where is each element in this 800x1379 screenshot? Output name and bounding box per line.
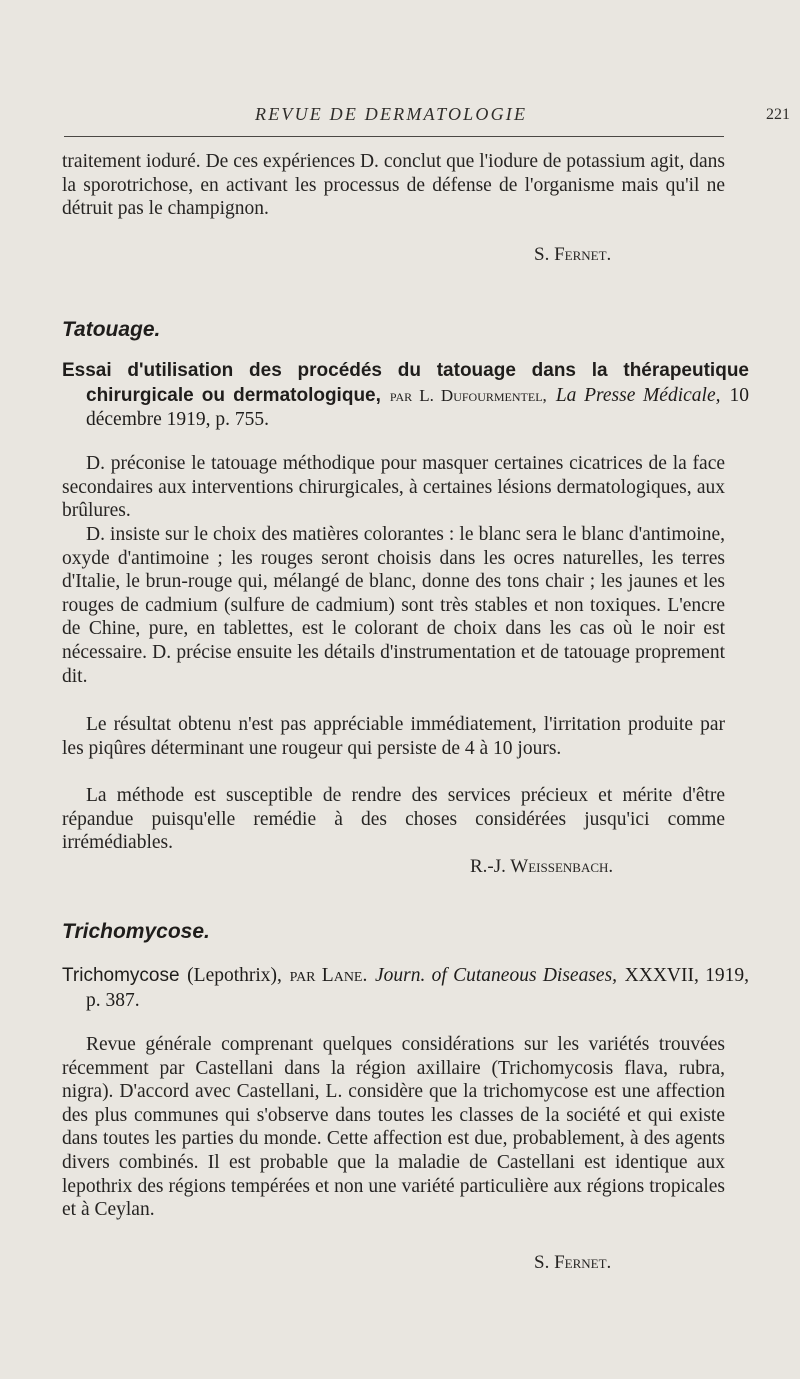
section-heading-trichomycose: Trichomycose. — [62, 920, 210, 943]
running-title: REVUE DE DERMATOLOGIE — [255, 104, 528, 124]
tatouage-paragraph-4: La méthode est susceptible de rendre des services précieux et mérite d'être répandue puisqu'elle remédie à des choses considérées jusqu'ici comme irrémédiables. — [62, 785, 725, 854]
intro-paragraph: traitement ioduré. De ces expériences D. conclut que l'iodure de potassium agit, dans la sporotrichose, en activant les processus de défense de l'organisme mais qu'il ne détruit pas le champignon. — [62, 151, 725, 220]
article-journal: Journ. of Cutaneous Diseases, — [375, 965, 618, 986]
article-title-text: Trichomycose — [62, 965, 180, 986]
article-subtitle: (Lepothrix), — [187, 965, 282, 986]
trichomycose-paragraph-1: Revue générale comprenant quelques considérations sur les variétés trouvées récemment par Castellani dans la région axillaire (Trichomycosis flava, rubra, nigra). D'accord avec Castellani, L. considère que la trichomycose est une affection des plus communes qui s'observe dans toutes les classes de la société et qui existe dans toutes les parties du monde. Cette affection est due, probablement, à des agents divers combinés. Il est probable que la maladie de Castellani est identique aux lepothrix des régions tempérées et non une variété particulière aux régions tropicales et à Ceylan. — [62, 1034, 725, 1221]
article-citation: XXXVII, 1919, p. 387. — [86, 965, 750, 1011]
article-citation: 10 décembre 1919, p. 755. — [86, 384, 749, 431]
article-title-tatouage — [62, 358, 749, 432]
section-heading-tatouage: Tatouage. — [62, 318, 161, 341]
article-title-text: Essai d'utilisation des procédés du tatouage dans la thérapeutique chirurgicale ou dermatologique, — [62, 360, 749, 406]
tatouage-paragraph-1: D. préconise le tatouage méthodique pour masquer certaines cicatrices de la face secondaires aux interventions chirurgicales, à certaines lésions dermatologiques, aux brûlures. — [62, 453, 725, 522]
article-title-trichomycose — [62, 963, 749, 1012]
tatouage-paragraph-3: Le résultat obtenu n'est pas appréciable immédiatement, l'irritation produite par les piqûres déterminant une rougeur qui persiste de 4 à 10 jours. — [62, 714, 725, 759]
header-rule — [64, 136, 724, 137]
tatouage-signature: R.-J. Weissenbach. — [470, 856, 614, 877]
article-journal: La Presse Médicale, — [555, 384, 721, 406]
tatouage-paragraph-2: D. insiste sur le choix des matières colorantes : le blanc sera le blanc d'antimoine, oxyde d'antimoine ; les rouges seront choisis dans les ocres naturelles, les terres d'Italie, le brun-rouge qui, mélangé de blanc, donne des tons chair ; les jaunes et les rouges de cadmium (sulfure de cadmium) sont très stables et non toxiques. L'encre de Chine, pure, en tablettes, est le colorant de choix dans les cas où le noir est nécessaire. D. précise ensuite les détails d'instrumentation et de tatouage proprement dit. — [62, 524, 725, 687]
trichomycose-signature: S. Fernet. — [534, 1252, 612, 1273]
intro-signature: S. Fernet. — [534, 244, 612, 265]
article-author: par L. Dufourmentel, — [389, 385, 547, 405]
running-head — [0, 104, 800, 128]
article-author: par Lane. — [289, 965, 368, 986]
page-number: 221 — [766, 106, 790, 123]
